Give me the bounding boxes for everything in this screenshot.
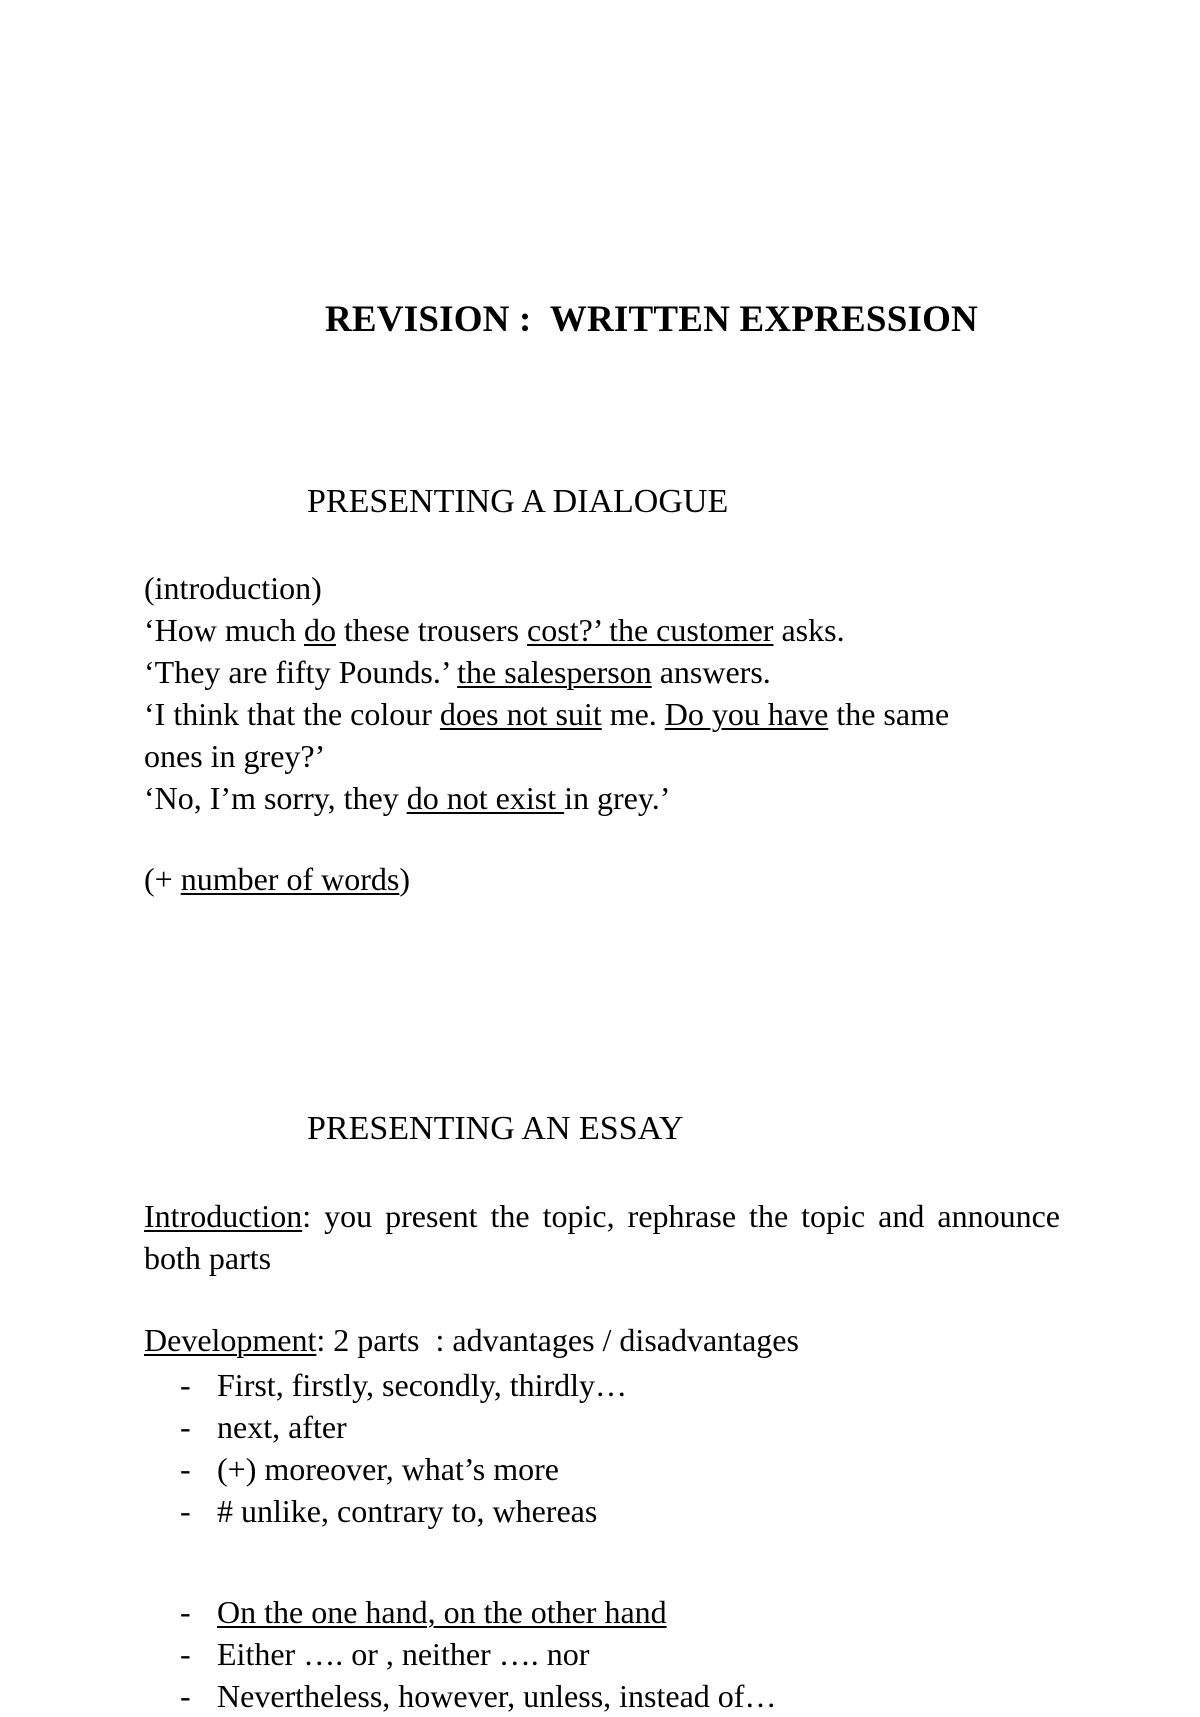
list-item <box>180 1448 627 1490</box>
text-segment: ‘I think that the colour <box>144 696 440 732</box>
underlined-segment: do <box>303 612 336 648</box>
underlined-segment: do not exist <box>406 780 565 816</box>
dialogue-heading: PRESENTING A DIALOGUE <box>307 483 729 520</box>
list-item-text: # unlike, contrary to, whereas <box>217 1493 598 1529</box>
text-segment: in grey.’ <box>564 780 671 816</box>
dialogue-line-2 <box>144 651 1060 693</box>
list-dash: - <box>180 1409 191 1445</box>
list-item <box>180 1633 776 1675</box>
underlined-segment: cost <box>527 612 579 648</box>
connectors-list-1 <box>180 1364 627 1532</box>
list-item <box>180 1675 776 1717</box>
list-item-text: Nevertheless, however, unless, instead of… <box>217 1678 777 1714</box>
introduction-text: : you present the topic, rephrase the topic and announce both parts <box>144 1198 1060 1276</box>
underlined-segment: the salesperson <box>457 654 652 690</box>
page-title: REVISION : WRITTEN EXPRESSION <box>325 299 978 340</box>
underlined-segment: ?’ the customer <box>578 612 774 648</box>
list-dash: - <box>180 1636 191 1672</box>
list-dash: - <box>180 1451 191 1487</box>
text-segment: ‘How much <box>144 612 304 648</box>
text-segment: ) <box>399 861 410 897</box>
text-segment: me. <box>601 696 665 732</box>
development-label: Development <box>144 1322 317 1358</box>
underlined-segment: Do you have <box>664 696 829 732</box>
text-segment: ‘They are fifty Pounds.’ <box>144 654 458 690</box>
list-item-text: Either …. or , neither …. nor <box>217 1636 590 1672</box>
text-segment: asks. <box>773 612 845 648</box>
list-item <box>180 1406 627 1448</box>
underlined-segment: does not suit <box>439 696 602 732</box>
connectors-list-2 <box>180 1591 776 1717</box>
text-segment: answers. <box>651 654 771 690</box>
dialogue-intro-label: (introduction) <box>144 570 322 606</box>
list-item-text: next, after <box>217 1409 347 1445</box>
underlined-segment: number of words <box>180 861 400 897</box>
essay-introduction-paragraph <box>144 1195 1060 1279</box>
list-dash: - <box>180 1367 191 1403</box>
text-segment: the same <box>828 696 950 732</box>
essay-heading: PRESENTING AN ESSAY <box>307 1110 684 1147</box>
dialogue-line-4: ones in grey?’ <box>144 738 326 774</box>
text-segment: (+ <box>144 861 181 897</box>
list-dash: - <box>180 1678 191 1714</box>
introduction-label: Introduction <box>144 1198 303 1234</box>
essay-development-line <box>144 1322 799 1359</box>
list-item-text: First, firstly, secondly, thirdly… <box>217 1367 628 1403</box>
list-item <box>180 1490 627 1532</box>
word-count-note <box>144 861 410 898</box>
list-item <box>180 1591 776 1633</box>
dialogue-line-5 <box>144 777 1060 819</box>
development-text: : 2 parts : advantages / disadvantages <box>316 1322 799 1358</box>
list-item-text: (+) moreover, what’s more <box>217 1451 559 1487</box>
text-segment: ‘No, I’m sorry, they <box>144 780 407 816</box>
dialogue-line-1 <box>144 609 1060 651</box>
list-dash: - <box>180 1493 191 1529</box>
list-item <box>180 1364 627 1406</box>
list-dash: - <box>180 1594 191 1630</box>
dialogue-line-3 <box>144 693 1060 735</box>
text-segment: these trousers <box>335 612 528 648</box>
list-item-text: On the one hand, on the other hand <box>217 1594 667 1630</box>
dialogue-example <box>144 567 1060 819</box>
